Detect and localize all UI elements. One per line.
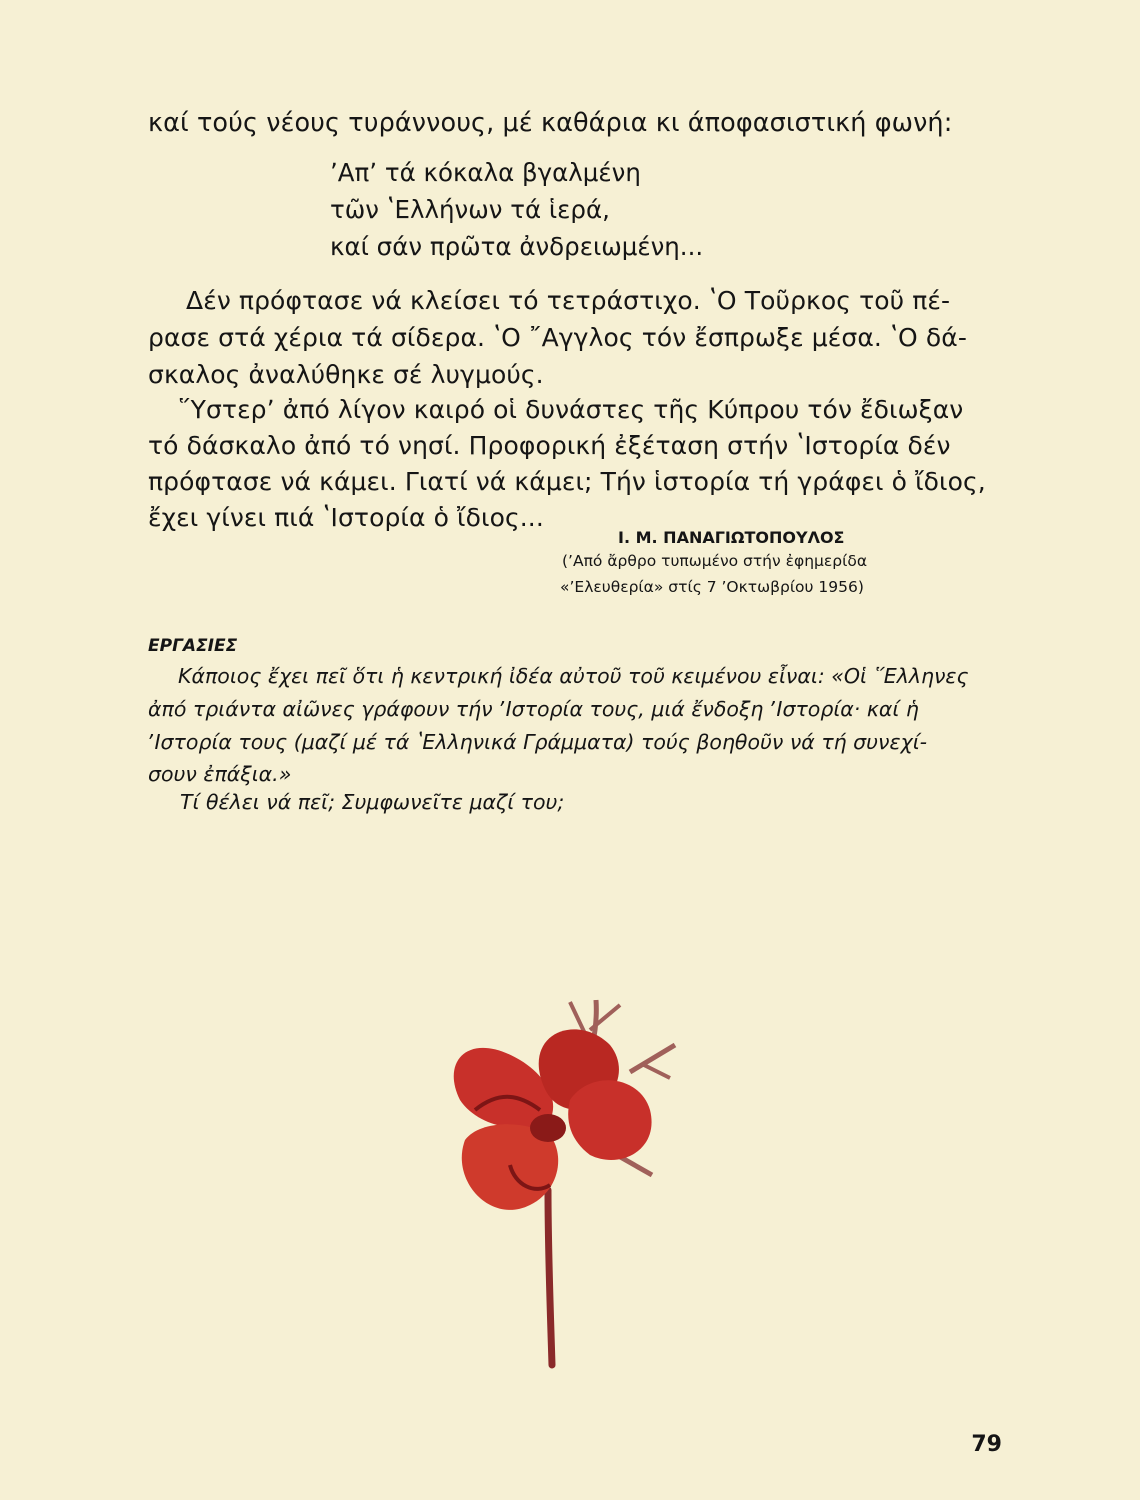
task-line: Τί θέλει νά πεῖ; Συμφωνεῖτε μαζί του; [180, 790, 565, 814]
paragraph-line: ῞Υστερʼ ἀπό λίγον καιρό οἱ δυνάστες τῆς Κύπρου τόν ἔδιωξαν [178, 395, 964, 424]
red-flower-illustration [420, 960, 740, 1380]
flower-petals [454, 1029, 652, 1210]
intro-line: καί τούς νέους τυράννους, μέ καθάρια κι άποφασιστική φωνή: [148, 108, 953, 138]
paragraph-line: σκαλος ἀναλύθηκε σέ λυγμούς. [148, 360, 544, 389]
poem-line: ʼΑπʼ τά κόκαλα βγαλμένη [330, 158, 641, 187]
paragraph-line: τό δάσκαλο ἀπό τό νησί. Προφορική ἐξέταση στήν ʽΙστορία δέν [148, 431, 951, 460]
paragraph-line: ρασε στά χέρια τά σίδερα. ʽΟ ῎Αγγλος τόν ἔσπρωξε μέσα. ʽΟ δά- [148, 323, 967, 352]
paragraph-line: Δέν πρόφτασε νά κλείσει τό τετράστιχο. ʽΟ Τοῦρκος τοῦ πέ- [186, 286, 951, 315]
source-note: (ʼΑπό ἄρθρο τυπωμένο στήν ἐφημερίδα [562, 552, 868, 570]
author-signature: Ι. Μ. ΠΑΝΑΓΙΩΤΟΠΟΥΛΟΣ [618, 528, 845, 547]
tasks-heading: ΕΡΓΑΣΙΕΣ [148, 636, 238, 656]
paragraph-line: πρόφτασε νά κάμει. Γιατί νά κάμει; Τήν ἱστορία τή γράφει ὁ ἴδιος, [148, 467, 986, 496]
task-line: σουν ἐπάξια.» [148, 762, 292, 786]
source-note: «ʼΕλευθερία» στίς 7 ʼΟκτωβρίου 1956) [560, 578, 864, 596]
task-line: Κάποιος ἔχει πεῖ ὅτι ἡ κεντρική ἰδέα αὐτοῦ τοῦ κειμένου εἶναι: «Οἱ ῞Ελληνες [178, 664, 969, 688]
page-number: 79 [971, 1432, 1002, 1457]
task-line: ἀπό τριάντα αἰῶνες γράφουν τήν ʼΙστορία τους, μιά ἔνδοξη ʼΙστορία· καί ἡ [148, 697, 919, 721]
poem-line: καί σάν πρῶτα ἀνδρειωμένη... [330, 232, 704, 261]
task-line: ʼΙστορία τους (μαζί μέ τά ʽΕλληνικά Γράμματα) τούς βοηθοῦν νά τή συνεχί- [148, 730, 928, 754]
paragraph-line: ἔχει γίνει πιά ʽΙστορία ὁ ἴδιος... [148, 503, 544, 532]
poem-line: τῶν ʽΕλλήνων τά ἱερά, [330, 195, 610, 224]
